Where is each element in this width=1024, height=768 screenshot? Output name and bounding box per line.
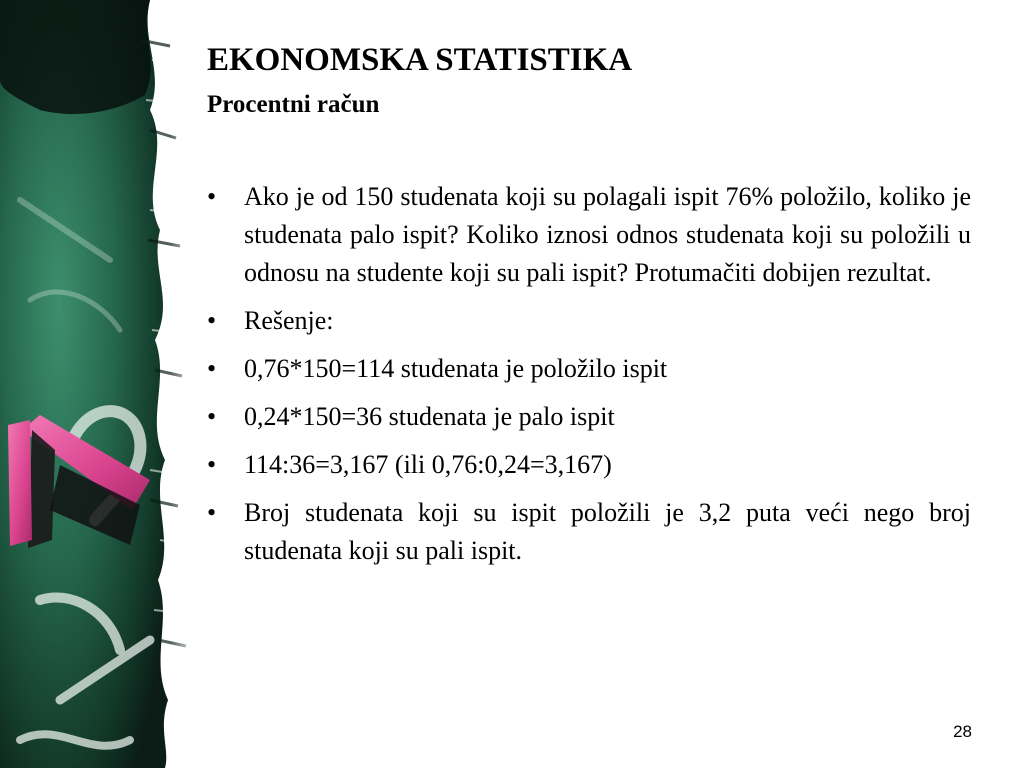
list-item-text: 0,76*150=114 studenata je položilo ispit	[244, 354, 668, 383]
bullet-icon: •	[207, 450, 217, 479]
bullet-icon: •	[207, 498, 217, 527]
slide-subtitle: Procentni račun	[207, 91, 380, 118]
bullet-icon: •	[207, 306, 217, 335]
list-item	[207, 302, 971, 340]
bullet-icon: •	[207, 402, 217, 431]
list-item	[207, 398, 971, 436]
list-item-text: Ako je od 150 studenata koji su polagali ispit 76% položilo, koliko je studenata palo ispit? Koliko iznosi odnos studenata koji su položili u odnosu na studente koji su pali ispit? Protumačiti dobijen rezultat.	[244, 182, 971, 287]
list-item	[207, 350, 971, 388]
list-item	[207, 446, 971, 484]
bullet-list	[207, 178, 971, 580]
page-number: 28	[953, 722, 972, 741]
bullet-icon: •	[207, 182, 217, 211]
list-item	[207, 178, 971, 292]
list-item	[207, 494, 971, 570]
slide-title: EKONOMSKA STATISTIKA	[207, 42, 633, 78]
list-item-text: 0,24*150=36 studenata je palo ispit	[244, 402, 615, 431]
list-item-text: 114:36=3,167 (ili 0,76:0,24=3,167)	[244, 450, 612, 479]
list-item-text: Rešenje:	[244, 306, 334, 335]
chalkboard-decoration	[0, 0, 200, 768]
list-item-text: Broj studenata koji su ispit položili je 3,2 puta veći nego broj studenata koji su pali ispit.	[244, 498, 971, 565]
bullet-icon: •	[207, 354, 217, 383]
